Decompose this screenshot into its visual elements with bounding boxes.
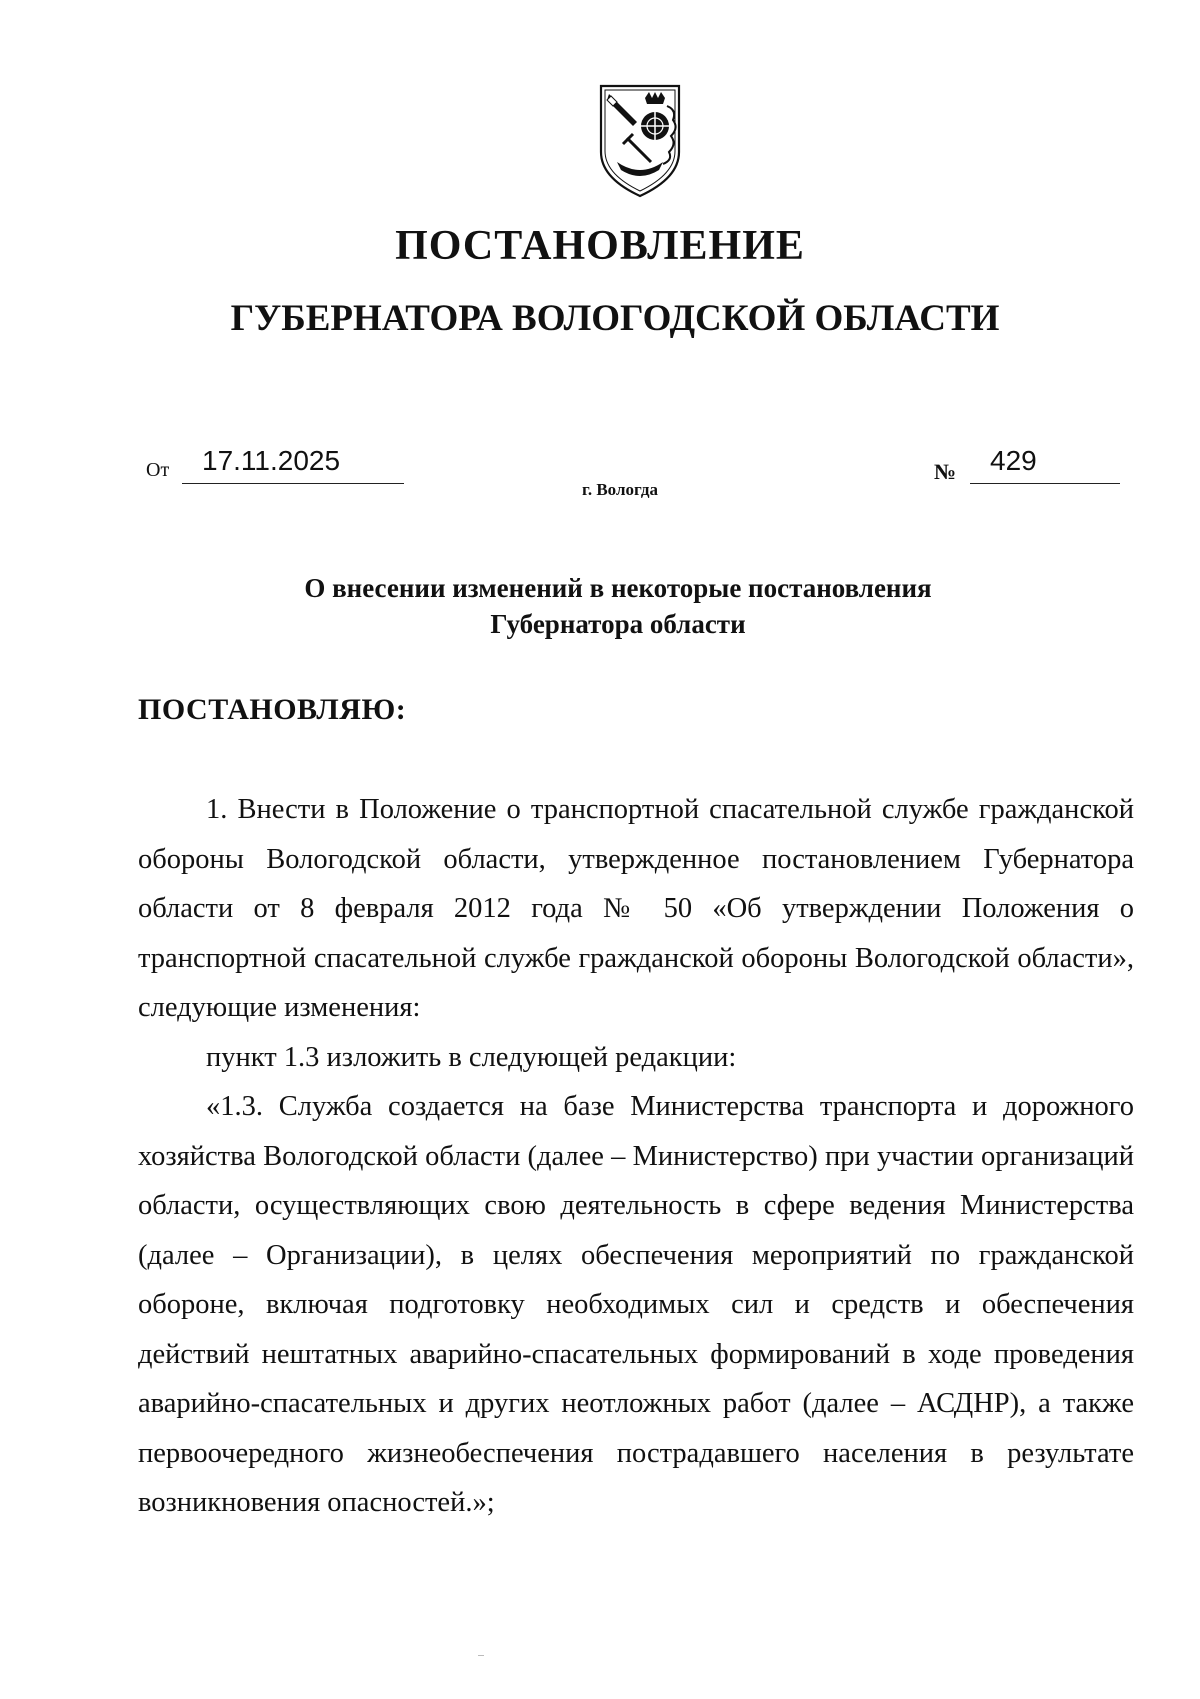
- body-paragraph-2: пункт 1.3 изложить в следующей редакции:: [206, 1041, 737, 1073]
- number-underline: [970, 445, 1120, 484]
- coat-of-arms-icon: [597, 82, 683, 200]
- document-body: [138, 785, 1134, 1528]
- document-issuer: ГУБЕРНАТОРА ВОЛОГОДСКОЙ ОБЛАСТИ: [230, 298, 1000, 339]
- number-field: [934, 445, 1124, 485]
- body-paragraph-1: 1. Внести в Положение о транспортной спасательной службе гражданской обороны Вологодской области, утвержденное постановлением Губернатора области от 8 февраля 2012 года № 50 «Об утверждении Положения о транспортной спасательной службе гражданской обороны Вологодской области», следующие изменения:: [138, 794, 1134, 1023]
- subject-line-1: О внесении изменений в некоторые постановления: [304, 573, 932, 603]
- document-title: ПОСТАНОВЛЕНИЕ: [395, 223, 805, 269]
- city-label: г. Вологда: [582, 480, 658, 499]
- number-value: 429: [990, 445, 1037, 476]
- number-prefix: №: [934, 459, 957, 484]
- document-subject: [0, 570, 1200, 642]
- decree-word: ПОСТАНОВЛЯЮ:: [138, 693, 407, 726]
- date-value: 17.11.2025: [202, 445, 341, 476]
- body-paragraph-3: «1.3. Служба создается на базе Министерства транспорта и дорожного хозяйства Вологодской области (далее – Министерство) при участии организаций области, осуществляющих свою деятельность в сфере ведения Министерства (далее – Организации), в целях обеспечения мероприятий по гражданской обороне, включая подготовку необходимых сил и средств и обеспечения действий нештатных аварийно-спасательных формирований в ходе проведения аварийно-спасательных и других неотложных работ (далее – АСДНР), а также первоочередного жизнеобеспечения пострадавшего населения в результате возникновения опасностей.»;: [138, 1091, 1134, 1518]
- date-prefix: От: [146, 459, 170, 481]
- subject-line-2: Губернатора области: [490, 609, 746, 639]
- date-underline: [182, 445, 404, 484]
- scan-artifact: [478, 1655, 484, 1656]
